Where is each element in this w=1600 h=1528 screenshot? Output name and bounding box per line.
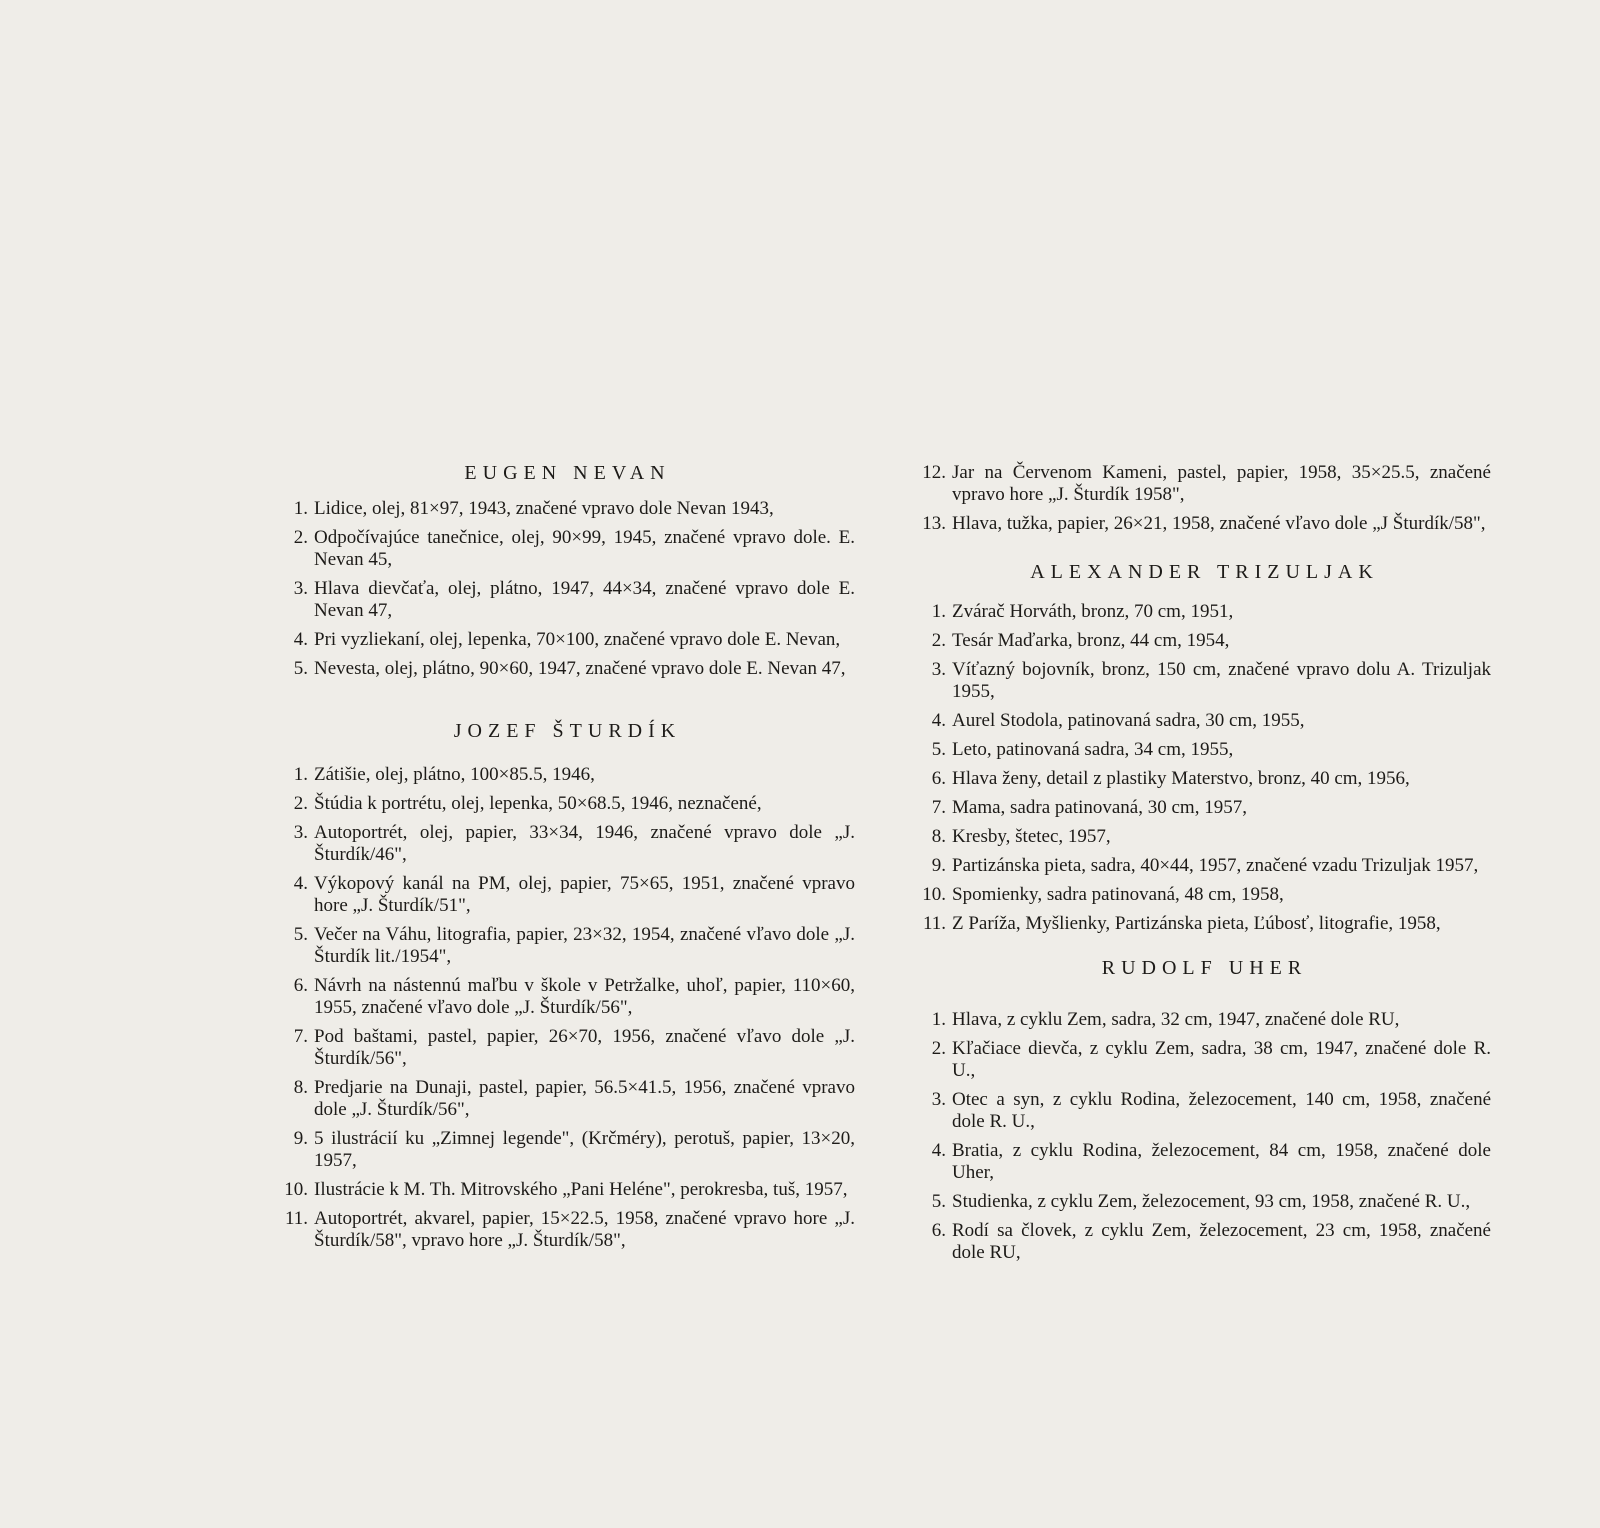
entry-number: 13.: [922, 513, 946, 534]
entry-text: Leto, patinovaná sadra, 34 cm, 1955,: [952, 739, 1234, 760]
catalog-entry: [280, 629, 855, 651]
catalog-entry: [280, 1208, 855, 1252]
entry-text: Hlava ženy, detail z plastiky Materstvo, bronz, 40 cm, 1956,: [952, 768, 1410, 789]
catalog-entry: [918, 913, 1491, 935]
catalog-entry: [280, 578, 855, 622]
entry-number: 8.: [293, 1077, 308, 1098]
section-eugen-nevan: [280, 462, 855, 680]
catalog-entry: [918, 1191, 1491, 1213]
entry-text: Zvárač Horváth, bronz, 70 cm, 1951,: [952, 601, 1234, 622]
entry-number: 3.: [931, 1089, 946, 1110]
entry-number: 4.: [931, 710, 946, 731]
catalog-entry: [280, 1128, 855, 1172]
entry-number: 3.: [931, 659, 946, 680]
entry-number: 6.: [293, 975, 308, 996]
catalog-entry: [918, 1038, 1491, 1082]
entry-text: Hlava dievčaťa, olej, plátno, 1947, 44×34, značené vpravo dole E. Nevan 47,: [314, 578, 855, 621]
catalog-entry: [918, 1140, 1491, 1184]
entry-number: 7.: [293, 1026, 308, 1047]
catalog-entry: [918, 797, 1491, 819]
entry-number: 6.: [931, 1220, 946, 1241]
left-column: [280, 462, 855, 1278]
entry-text: Mama, sadra patinovaná, 30 cm, 1957,: [952, 797, 1247, 818]
catalog-entry: [280, 527, 855, 571]
entry-number: 1.: [931, 1009, 946, 1030]
entry-number: 5.: [293, 924, 308, 945]
entry-number: 8.: [931, 826, 946, 847]
entry-text: Ilustrácie k M. Th. Mitrovského „Pani Heléne", perokresba, tuš, 1957,: [314, 1179, 848, 1200]
artist-heading: ALEXANDER TRIZULJAK: [1030, 561, 1379, 583]
entry-text: Odpočívajúce tanečnice, olej, 90×99, 1945, značené vpravo dole. E. Nevan 45,: [314, 527, 855, 570]
entry-text: Spomienky, sadra patinovaná, 48 cm, 1958,: [952, 884, 1284, 905]
catalog-list: [918, 1009, 1491, 1264]
catalog-entry: [280, 975, 855, 1019]
artist-heading: EUGEN NEVAN: [464, 462, 671, 484]
entry-text: Predjarie na Dunaji, pastel, papier, 56.5×41.5, 1956, značené vpravo dole „J. Šturdík/56",: [314, 1077, 855, 1120]
entry-number: 2.: [293, 793, 308, 814]
entry-text: Studienka, z cyklu Zem, železocement, 93 cm, 1958, značené R. U.,: [952, 1191, 1471, 1212]
catalog-entry: [918, 630, 1491, 652]
catalog-entry: [280, 1077, 855, 1121]
entry-number: 2.: [293, 527, 308, 548]
catalog-list: [918, 601, 1491, 935]
entry-number: 1.: [293, 498, 308, 519]
entry-number: 5.: [293, 658, 308, 679]
entry-text: Partizánska pieta, sadra, 40×44, 1957, značené vzadu Trizuljak 1957,: [952, 855, 1479, 876]
entry-number: 4.: [293, 873, 308, 894]
catalog-list: [280, 764, 855, 1252]
entry-text: Autoportrét, olej, papier, 33×34, 1946, značené vpravo dole „J. Šturdík/46",: [314, 822, 855, 865]
entry-text: Zátišie, olej, plátno, 100×85.5, 1946,: [314, 764, 595, 785]
catalog-entry: [280, 822, 855, 866]
entry-number: 12.: [922, 462, 946, 483]
entry-number: 7.: [931, 797, 946, 818]
section-alexander-trizuljak: [918, 561, 1491, 935]
catalog-list: [280, 498, 855, 680]
entry-number: 11.: [284, 1208, 308, 1229]
catalog-entry: [918, 601, 1491, 623]
entry-number: 5.: [931, 739, 946, 760]
catalog-entry: [918, 659, 1491, 703]
entry-text: Bratia, z cyklu Rodina, železocement, 84 cm, 1958, značené dole Uher,: [952, 1140, 1491, 1183]
entry-number: 2.: [931, 1038, 946, 1059]
entry-text: Pri vyzliekaní, olej, lepenka, 70×100, značené vpravo dole E. Nevan,: [314, 629, 841, 650]
catalog-entry: [918, 739, 1491, 761]
catalog-entry: [918, 710, 1491, 732]
catalog-entry: [918, 768, 1491, 790]
entry-text: Kresby, štetec, 1957,: [952, 826, 1111, 847]
entry-number: 1.: [293, 764, 308, 785]
entry-text: Nevesta, olej, plátno, 90×60, 1947, značené vpravo dole E. Nevan 47,: [314, 658, 846, 679]
catalog-entry: [918, 855, 1491, 877]
entry-number: 3.: [293, 822, 308, 843]
entry-text: 5 ilustrácií ku „Zimnej legende", (Krčméry), perotuš, papier, 13×20, 1957,: [314, 1128, 855, 1171]
entry-text: Jar na Červenom Kameni, pastel, papier, 1958, 35×25.5, značené vpravo hore „J. Šturdík 1958",: [952, 462, 1491, 505]
entry-text: Pod baštami, pastel, papier, 26×70, 1956, značené vľavo dole „J. Šturdík/56",: [314, 1026, 855, 1069]
catalog-entry: [918, 462, 1491, 506]
section-rudolf-uher: [918, 957, 1491, 1264]
catalog-entry: [280, 873, 855, 917]
entry-number: 1.: [931, 601, 946, 622]
catalog-entry: [918, 884, 1491, 906]
entry-text: Kľačiace dievča, z cyklu Zem, sadra, 38 cm, 1947, značené dole R. U.,: [952, 1038, 1491, 1081]
catalog-entry: [280, 924, 855, 968]
catalog-entry: [280, 658, 855, 680]
catalog-list-continued: [918, 462, 1491, 535]
entry-text: Hlava, z cyklu Zem, sadra, 32 cm, 1947, značené dole RU,: [952, 1009, 1400, 1030]
entry-text: Autoportrét, akvarel, papier, 15×22.5, 1958, značené vpravo hore „J. Šturdík/58", vpravo hore „J. Šturdík/58",: [314, 1208, 855, 1251]
entry-number: 9.: [293, 1128, 308, 1149]
entry-number: 11.: [922, 913, 946, 934]
catalog-entry: [280, 1179, 855, 1201]
entry-text: Tesár Maďarka, bronz, 44 cm, 1954,: [952, 630, 1230, 651]
entry-text: Výkopový kanál na PM, olej, papier, 75×65, 1951, značené vpravo hore „J. Šturdík/51",: [314, 873, 855, 916]
section-jozef-sturdik: [280, 720, 855, 1252]
catalog-entry: [918, 1220, 1491, 1264]
artist-heading: JOZEF ŠTURDÍK: [453, 720, 682, 742]
catalog-entry: [918, 826, 1491, 848]
entry-text: Večer na Váhu, litografia, papier, 23×32, 1954, značené vľavo dole „J. Šturdík lit./1954",: [314, 924, 855, 967]
artist-heading: RUDOLF UHER: [1101, 957, 1308, 979]
entry-text: Hlava, tužka, papier, 26×21, 1958, značené vľavo dole „J Šturdík/58",: [952, 513, 1486, 534]
entry-number: 6.: [931, 768, 946, 789]
entry-number: 3.: [293, 578, 308, 599]
entry-text: Z Paríža, Myšlienky, Partizánska pieta, Ľúbosť, litografie, 1958,: [952, 913, 1441, 934]
catalog-entry: [918, 513, 1491, 535]
entry-number: 10.: [922, 884, 946, 905]
entry-text: Štúdia k portrétu, olej, lepenka, 50×68.5, 1946, neznačené,: [314, 793, 762, 814]
entry-number: 4.: [931, 1140, 946, 1161]
entry-text: Aurel Stodola, patinovaná sadra, 30 cm, 1955,: [952, 710, 1305, 731]
entry-text: Víťazný bojovník, bronz, 150 cm, značené vpravo dolu A. Trizuljak 1955,: [952, 659, 1491, 702]
entry-number: 2.: [931, 630, 946, 651]
right-column: [918, 462, 1491, 1290]
entry-number: 9.: [931, 855, 946, 876]
catalog-entry: [280, 764, 855, 786]
entry-text: Návrh na nástennú maľbu v škole v Petržalke, uhoľ, papier, 110×60, 1955, značené vľavo dole „J. Šturdík/56",: [314, 975, 855, 1018]
entry-text: Lidice, olej, 81×97, 1943, značené vpravo dole Nevan 1943,: [314, 498, 774, 519]
entry-number: 5.: [931, 1191, 946, 1212]
catalog-entry: [918, 1009, 1491, 1031]
catalog-entry: [280, 793, 855, 815]
entry-number: 10.: [284, 1179, 308, 1200]
catalog-entry: [280, 1026, 855, 1070]
entry-text: Otec a syn, z cyklu Rodina, železocement, 140 cm, 1958, značené dole R. U.,: [952, 1089, 1491, 1132]
entry-number: 4.: [293, 629, 308, 650]
catalog-entry: [280, 498, 855, 520]
entry-text: Rodí sa človek, z cyklu Zem, železocement, 23 cm, 1958, značené dole RU,: [952, 1220, 1491, 1263]
catalog-entry: [918, 1089, 1491, 1133]
